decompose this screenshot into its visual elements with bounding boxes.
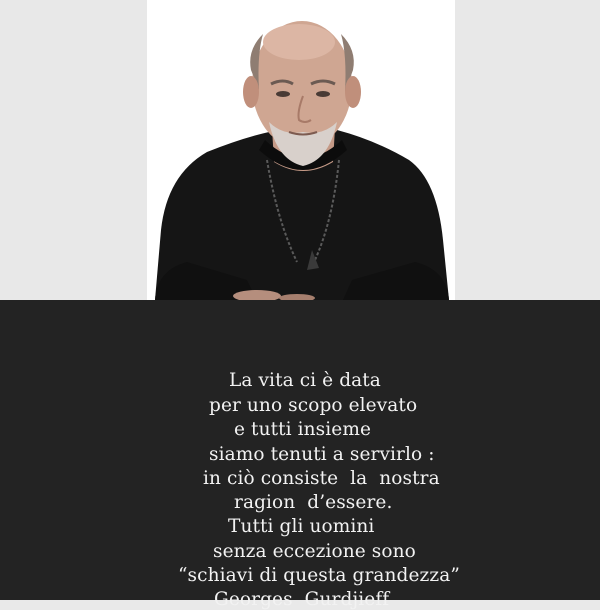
quote-line: ragion d’essere. bbox=[234, 492, 393, 513]
quote-line: per uno scopo elevato bbox=[209, 395, 418, 416]
portrait-illustration bbox=[147, 0, 455, 300]
quote-line: Tutti gli uomini bbox=[228, 516, 375, 537]
quote-panel bbox=[0, 300, 600, 600]
quote-line: “schiavi di questa grandezza” bbox=[178, 565, 460, 586]
quote-author: Georges Gurdjieff bbox=[214, 589, 390, 610]
quote-line: La vita ci è data bbox=[229, 370, 381, 391]
portrait-photo bbox=[147, 0, 455, 300]
quote-line: senza eccezione sono bbox=[213, 541, 416, 562]
quote-line: siamo tenuti a servirlo : bbox=[209, 444, 435, 465]
quote-line: e tutti insieme bbox=[234, 419, 372, 440]
quote-line: in ciò consiste la nostra bbox=[203, 468, 440, 489]
